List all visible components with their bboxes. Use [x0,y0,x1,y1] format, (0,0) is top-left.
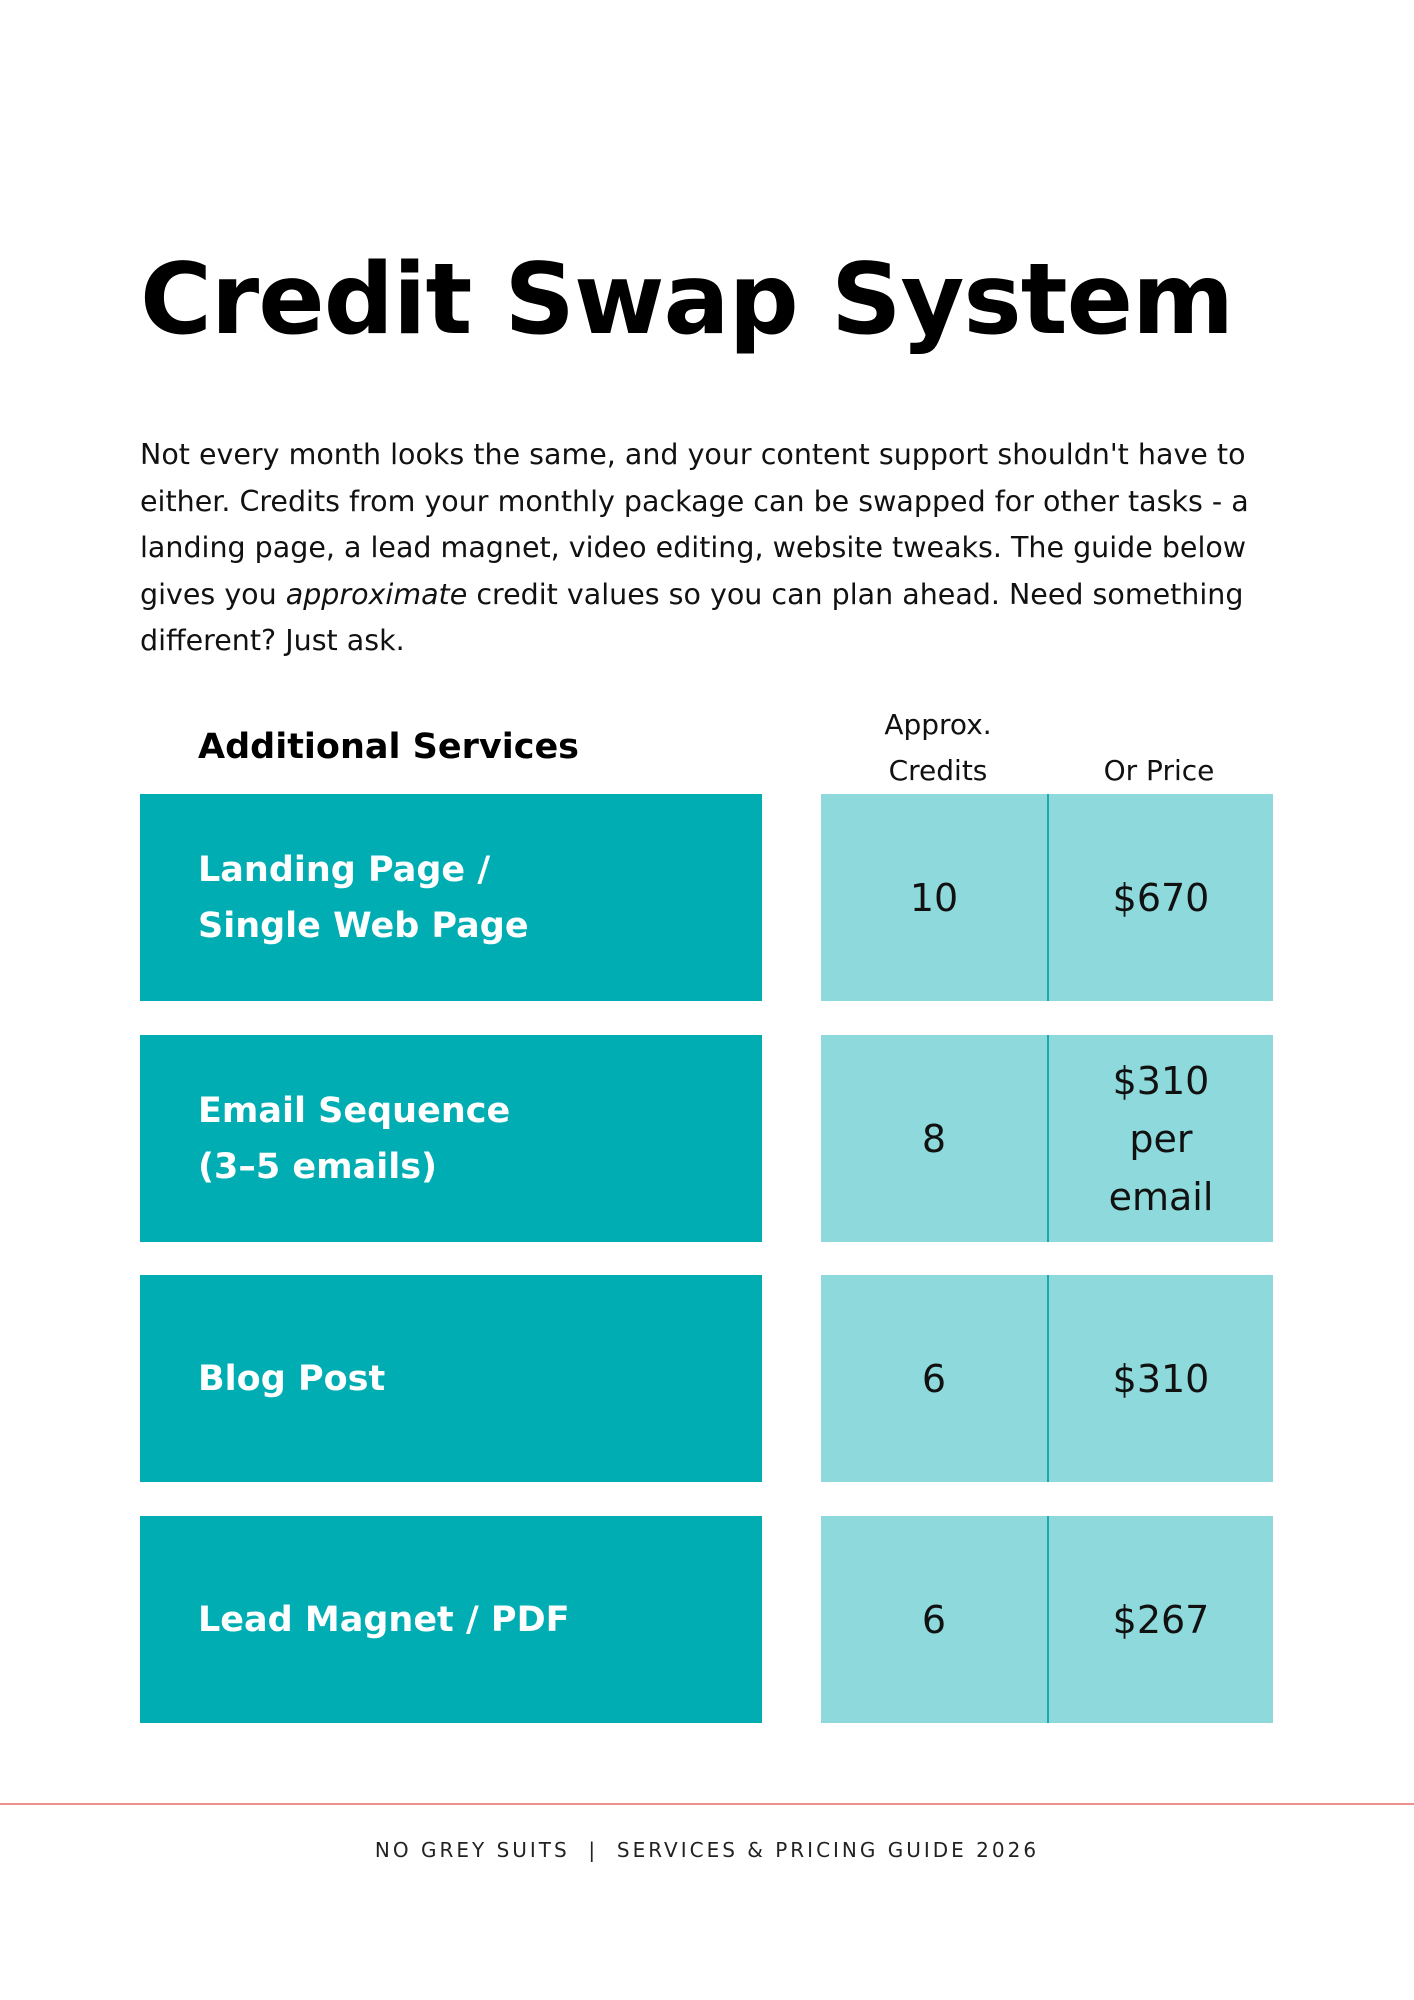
credits-cell: 6 [821,1516,1049,1723]
service-cell [140,1275,762,1482]
service-row-blog-post [140,1275,1273,1482]
service-cell [140,1035,762,1242]
header-credits-line2: Credits [888,754,988,787]
page-title: Credit Swap System [140,243,1234,357]
service-name: Blog Post [198,1358,386,1399]
header-or-price: Or Price [1103,754,1215,787]
service-name: Lead Magnet / PDF [198,1599,570,1640]
service-row-landing-page [140,794,1273,1001]
footer-text: NO GREY SUITS | SERVICES & PRICING GUIDE 2026 [374,1838,1040,1862]
header-approx-credits [820,702,1056,794]
service-name: Email Sequence (3–5 emails) [198,1090,511,1187]
price-cell: $670 [1049,794,1273,1001]
service-cell [140,1516,762,1723]
service-cell [140,794,762,1001]
header-credits-line1: Approx. [884,708,992,741]
service-row-email-sequence [140,1035,1273,1242]
service-name: Landing Page / Single Web Page [198,849,529,946]
intro-paragraph [140,432,1290,665]
header-additional-services: Additional Services [198,727,580,767]
credits-cell: 6 [821,1275,1049,1482]
credits-cell: 10 [821,794,1049,1001]
intro-emphasis: approximate [285,577,468,611]
price-cell: $267 [1049,1516,1273,1723]
service-row-lead-magnet [140,1516,1273,1723]
price-cell: $310 per email [1049,1035,1273,1242]
intro-text-start: Not every month looks the same, and your content support shouldn't have to either. Credits from your monthly package can be swapped for other tasks - a landing page, a lead magnet, video editing, website tweaks. The guide below gives you [140,438,1249,611]
price-cell: $310 [1049,1275,1273,1482]
credits-cell: 8 [821,1035,1049,1242]
footer-divider [0,1803,1414,1805]
intro-text-end: credit values so you can plan ahead. Need something different? Just ask. [140,577,1244,657]
